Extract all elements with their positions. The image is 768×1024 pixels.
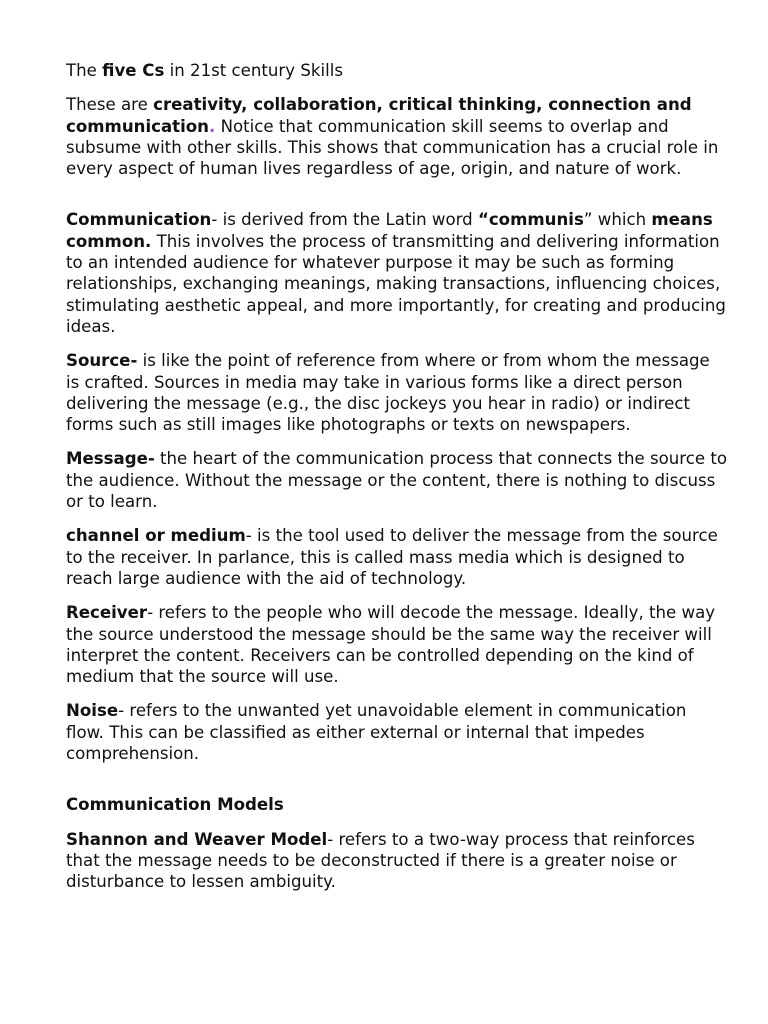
shannon-text: - refers to a two-way process that reinforces that the message needs to be deconstructed if there is a greater noise or disturbance to lessen ambiguity. [66,829,695,892]
communis-word: “communis [477,210,584,230]
communication-text-2: which [592,210,652,230]
source-term: Source- [66,351,138,371]
communication-text-1: - is derived from the Latin word [211,210,478,230]
message-term: Message- [66,449,155,469]
message-text: the heart of the communication process that connects the source to the audience. Without the message or the content, there is nothing to discuss or to learn. [66,449,728,512]
communication-term: Communication [66,210,212,230]
receiver-text: - refers to the people who will decode the message. Ideally, the way the source understood the message should be the same way the receiver will interpret the content. Receivers can be controlled depending on the kind of medium that the source will use. [66,603,716,687]
document-title [66,60,728,81]
noise-term: Noise [66,701,119,721]
communis-quote-close: ” [583,210,593,230]
intro-paragraph [66,94,728,179]
communication-text-3: This involves the process of transmitting and delivering information to an intended audience for whatever purpose it may be such as forming relationships, exchanging meanings, making transactions, influencing choices, stimulating aesthetic appeal, and more importantly, for creating and producing ideas. [66,231,726,336]
shannon-term: Shannon and Weaver Model [66,829,328,849]
intro-bold: creativity, collaboration, critical thinking, connection and communication [66,95,692,136]
intro-rest: Notice that communication skill seems to overlap and subsume with other skills. This shows that communication has a crucial role in every aspect of human lives regardless of age, origin, and nature of work. [66,116,719,179]
title-bold: five Cs [102,61,165,80]
channel-text: - is the tool used to deliver the message from the source to the receiver. In parlance, this is called mass media which is designed to reach large audience with the aid of technology. [66,526,718,588]
message-paragraph [66,448,728,512]
channel-paragraph [66,525,728,589]
channel-term: channel or medium [66,526,246,546]
models-heading: Communication Models [66,795,284,815]
title-post: in 21st century Skills [164,61,343,80]
shannon-weaver-paragraph [66,829,728,893]
intro-pre: These are [66,95,154,115]
source-paragraph [66,350,728,435]
receiver-term: Receiver [66,603,148,623]
noise-paragraph [66,700,728,764]
means-common: means common. [66,210,713,251]
receiver-paragraph [66,602,728,687]
title-pre: The [66,61,103,80]
noise-text: - refers to the unwanted yet unavoidable element in communication flow. This can be classified as either external or internal that impedes comprehension. [66,701,687,764]
intro-accent-dot: . [209,116,216,136]
source-text: is like the point of reference from where or from whom the message is crafted. Sources in media may take in various forms like a direct person delivering the message (e.g., the disc jockeys you hear in radio) or indirect forms such as still images like photographs or texts on newspapers. [66,351,710,435]
communication-paragraph [66,209,728,337]
